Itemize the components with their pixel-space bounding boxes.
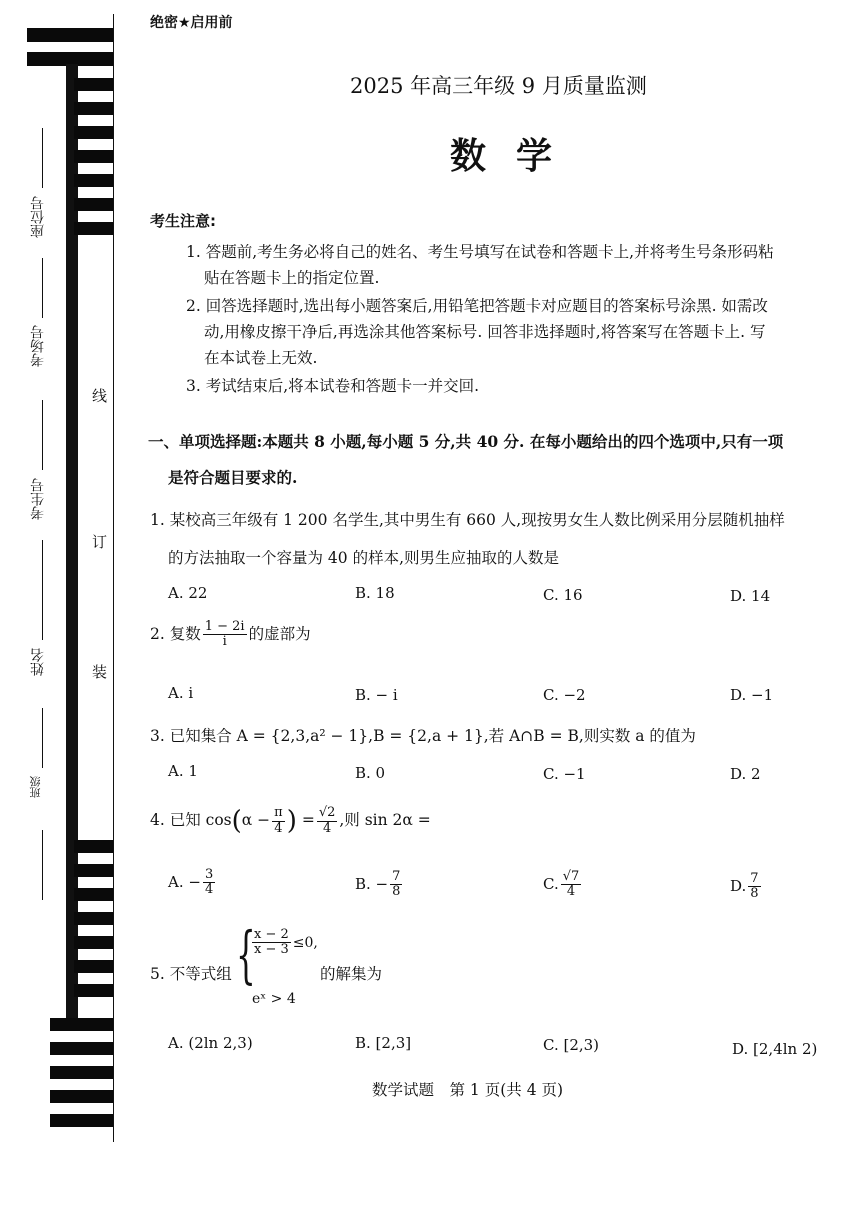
q5-ineq2: eˣ > 4 [252, 991, 296, 1007]
binding-bar [74, 150, 114, 163]
q5-ineq1-rel: ≤0, [292, 934, 318, 951]
q5-option-b: B. [2,3] [355, 1034, 412, 1052]
notice-item-3-line1: 3. 考试结束后,将本试卷和答题卡一并交回. [186, 377, 480, 395]
candidate-number-label: 考生号 [30, 478, 46, 520]
notice-item-2-line3: 在本试卷上无效. [204, 349, 318, 367]
q4-d-fraction [748, 872, 760, 902]
binding-bar [74, 840, 114, 853]
q2-frac-den: i [222, 634, 227, 650]
q5-suffix: 的解集为 [320, 965, 383, 983]
name-label: 姓名 [30, 648, 46, 676]
field-blank [42, 708, 43, 768]
q4-c-den: 4 [566, 884, 576, 900]
q4-d-label: D. [730, 876, 747, 895]
notice-item-2-line2: 动,用橡皮擦干净后,再选涂其他答案标号. 回答非选择题时,将答案写在答题卡上. 写 [204, 323, 766, 341]
q4-d-num: 7 [750, 871, 759, 886]
q4-a-num: 3 [204, 867, 214, 882]
q4-pi-den: 4 [274, 820, 283, 836]
q2-option-d: D. −1 [730, 686, 774, 704]
q4-b-fraction [390, 870, 402, 900]
subject-title: 数学 [450, 136, 583, 177]
binding-bar [74, 222, 114, 235]
binding-bar [50, 1090, 114, 1103]
binding-bar [50, 1114, 114, 1127]
question-2 [150, 620, 311, 650]
q1-option-c: C. 16 [543, 586, 583, 604]
field-blank [42, 128, 43, 188]
page-footer: 数学试题 第 1 页(共 4 页) [372, 1081, 564, 1099]
binding-bar [74, 198, 114, 211]
class-label: 班级 [29, 776, 42, 798]
q3-option-a: A. 1 [168, 762, 198, 780]
q3-option-c: C. −1 [543, 765, 586, 783]
q3-option-d: D. 2 [730, 765, 761, 783]
q4-b-label: B. − [355, 874, 389, 893]
question-4: 4. 已知 cos(α − $\frac{\pi}{4}$ ) = $\frac{√2}{4}$ ,则 sin 2α = [150, 805, 431, 836]
section-heading-line1: 一、单项选择题:本题共 8 小题,每小题 5 分,共 40 分. 在每小题给出的四个选项中,只有一项 [148, 432, 784, 451]
q4-option-a [168, 868, 217, 898]
q1-option-d: D. 14 [730, 587, 771, 605]
binding-word-line: 线 [90, 388, 108, 403]
q4-rhs-num: √2 [318, 805, 336, 821]
q5-ineq1 [250, 928, 318, 958]
q4-c-num: √7 [562, 869, 580, 884]
binding-bar [74, 126, 114, 139]
q4-rhs-den: 4 [322, 820, 332, 836]
question-1-line1: 1. 某校高三年级有 1 200 名学生,其中男生有 660 人,现按男女生人数比例采用分层随机抽样 [150, 511, 785, 529]
notice-item-1-line1: 1. 答题前,考生务必将自己的姓名、考生号填写在试卷和答题卡上,并将考生号条形码粘 [186, 243, 774, 261]
q1-option-a: A. 22 [168, 584, 208, 602]
q2-frac-num: 1 − 2i [204, 619, 245, 634]
binding-bar [74, 984, 114, 997]
q3-option-b: B. 0 [355, 764, 386, 782]
binding-border [113, 14, 114, 1142]
binding-bar [74, 102, 114, 115]
binding-bar [74, 888, 114, 901]
question-3: 3. 已知集合 A = {2,3,a² − 1},B = {2,a + 1},若 A∩B = B,则实数 a 的值为 [150, 727, 696, 745]
binding-bar [27, 28, 113, 42]
q5-ineq1-den: x − 3 [254, 942, 289, 958]
q2-option-a: A. i [168, 684, 194, 702]
q4-prefix: 4. 已知 cos [150, 811, 232, 829]
q4-c-label: C. [543, 874, 559, 893]
binding-bar [74, 78, 114, 91]
q5-prefix: 5. 不等式组 [150, 965, 232, 983]
q4-a-fraction [203, 868, 215, 898]
notice-item-2-line1: 2. 回答选择题时,选出每小题答案后,用铅笔把答题卡对应题目的答案标号涂黑. 如需改 [186, 297, 768, 315]
q4-pi-num: π [274, 805, 283, 821]
q4-a-label: A. − [168, 872, 201, 891]
binding-bar [50, 1018, 114, 1031]
binding-bar [74, 912, 114, 925]
q5-brace: { [236, 918, 256, 991]
q5-ineq1-fraction [252, 928, 291, 958]
q4-a-den: 4 [204, 882, 214, 898]
q4-option-b [355, 870, 404, 900]
q2-option-c: C. −2 [543, 686, 586, 704]
q4-b-den: 8 [392, 884, 401, 900]
q4-inner-left: α − [241, 811, 271, 829]
binding-bar [74, 936, 114, 949]
q4-d-den: 8 [750, 886, 759, 902]
q4-option-d [730, 872, 763, 902]
q4-option-c [543, 870, 583, 900]
exam-room-label: 考场号 [30, 325, 46, 367]
q5-option-a: A. (2ln 2,3) [168, 1034, 253, 1052]
binding-bar [50, 1042, 114, 1055]
q2-prefix: 2. 复数 [150, 624, 201, 643]
field-blank [42, 830, 43, 900]
q4-pi-fraction [272, 806, 285, 836]
notice-heading: 考生注意: [150, 212, 216, 230]
q2-option-b: B. − i [355, 686, 398, 704]
q2-fraction [203, 620, 247, 650]
q5-option-d: D. [2,4ln 2) [732, 1040, 818, 1058]
field-blank [42, 258, 43, 318]
binding-word-bind: 装 [90, 664, 108, 679]
notice-item-1-line2: 贴在答题卡上的指定位置. [204, 269, 380, 287]
binding-bar [74, 864, 114, 877]
q1-option-b: B. 18 [355, 584, 395, 602]
q5-option-c: C. [2,3) [543, 1036, 600, 1054]
q4-b-num: 7 [392, 869, 401, 884]
confidential-label: 绝密★启用前 [150, 15, 233, 31]
q4-c-fraction [561, 870, 582, 900]
question-1-line2: 的方法抽取一个容量为 40 的样本,则男生应抽取的人数是 [168, 549, 560, 567]
q4-suffix: ,则 sin 2α = [339, 811, 431, 829]
q4-rhs-fraction [317, 806, 338, 836]
binding-word-staple: 订 [90, 534, 108, 549]
field-blank [42, 540, 43, 640]
seat-number-label: 座位号 [30, 196, 46, 238]
binding-bar [50, 1066, 114, 1079]
binding-bar [74, 960, 114, 973]
section-heading-line2: 是符合题目要求的. [168, 468, 298, 487]
exam-title: 2025 年高三年级 9 月质量监测 [350, 74, 647, 98]
q2-suffix: 的虚部为 [248, 624, 311, 643]
q4-eq: = [301, 811, 315, 829]
binding-bar [74, 174, 114, 187]
field-blank [42, 400, 43, 470]
q5-ineq1-num: x − 2 [254, 927, 289, 942]
